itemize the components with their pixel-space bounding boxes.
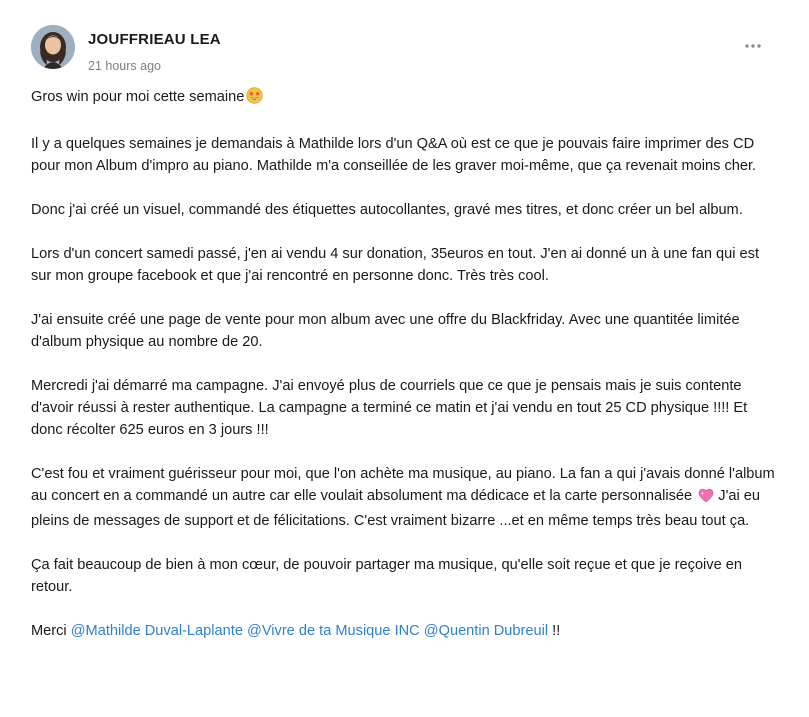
paragraph-text: C'est fou et vraiment guérisseur pour moi, que l'on achète ma musique, au piano. La fan a qui j'avais donné l'album au concert en a commandé un autre car elle voulait absolument ma dédicace et la carte personnalisée <box>31 466 775 504</box>
post-paragraph: J'ai ensuite créé une page de vente pour mon album avec une offre du Blackfriday. Avec une quantitée limitée d'album physique au nombre de 20. <box>31 312 740 350</box>
more-horizontal-icon <box>744 43 762 49</box>
star-struck-emoji-icon <box>246 87 263 111</box>
post-paragraph: Lors d'un concert samedi passé, j'en ai vendu 4 sur donation, 35euros en tout. J'en ai donné un à une fan qui est sur mon groupe facebook et que j'ai rencontré en personne donc. Très très cool. <box>31 246 759 284</box>
post-paragraph: Mercredi j'ai démarré ma campagne. J'ai envoyé plus de courriels que ce que je pensais mais je suis contente d'avoir réussi à rester authentique. La campagne a terminé ce matin et j'ai vendu en tout 25 CD physique !!!! Et donc récolter 625 euros en 3 jours !!! <box>31 378 748 438</box>
author-name[interactable]: JOUFFRIEAU LEA <box>88 31 221 48</box>
mention-link[interactable]: @Vivre de ta Musique INC <box>247 623 420 639</box>
post-header <box>31 25 221 74</box>
author-block <box>88 25 221 74</box>
paragraph-text: J'ai eu pleins de messages de support et de félicitations. C'est vraiment bizarre ...et en même temps très beau tout ça. <box>31 488 761 529</box>
paragraph-text: !! <box>548 623 561 639</box>
paragraph-text: Gros win pour moi cette semaine <box>31 89 245 105</box>
avatar-photo <box>31 25 75 69</box>
post-paragraph: Donc j'ai créé un visuel, commandé des étiquettes autocollantes, gravé mes titres, et donc créer un bel album. <box>31 202 743 218</box>
post-paragraph <box>31 86 776 111</box>
mention-link[interactable]: @Quentin Dubreuil <box>423 623 549 639</box>
more-options-button[interactable] <box>741 36 765 56</box>
post-paragraph: Il y a quelques semaines je demandais à Mathilde lors d'un Q&A où est ce que je pouvais faire imprimer des CD pour mon Album d'impro au piano. Mathilde m'a conseillée de les graver moi-même, que ça revenait moins cher. <box>31 136 757 174</box>
post-paragraph: Ça fait beaucoup de bien à mon cœur, de pouvoir partager ma musique, qu'elle soit reçue et que je reçoive en retour. <box>31 557 743 595</box>
post-timestamp[interactable]: 21 hours ago <box>88 59 161 73</box>
avatar[interactable] <box>31 25 75 69</box>
paragraph-text: Merci <box>31 623 71 639</box>
post-paragraph <box>31 463 776 532</box>
sparkling-heart-emoji-icon <box>698 488 714 510</box>
post-paragraph <box>31 620 776 642</box>
mention-link[interactable]: @Mathilde Duval-Laplante <box>70 623 243 639</box>
post-body <box>31 86 776 664</box>
